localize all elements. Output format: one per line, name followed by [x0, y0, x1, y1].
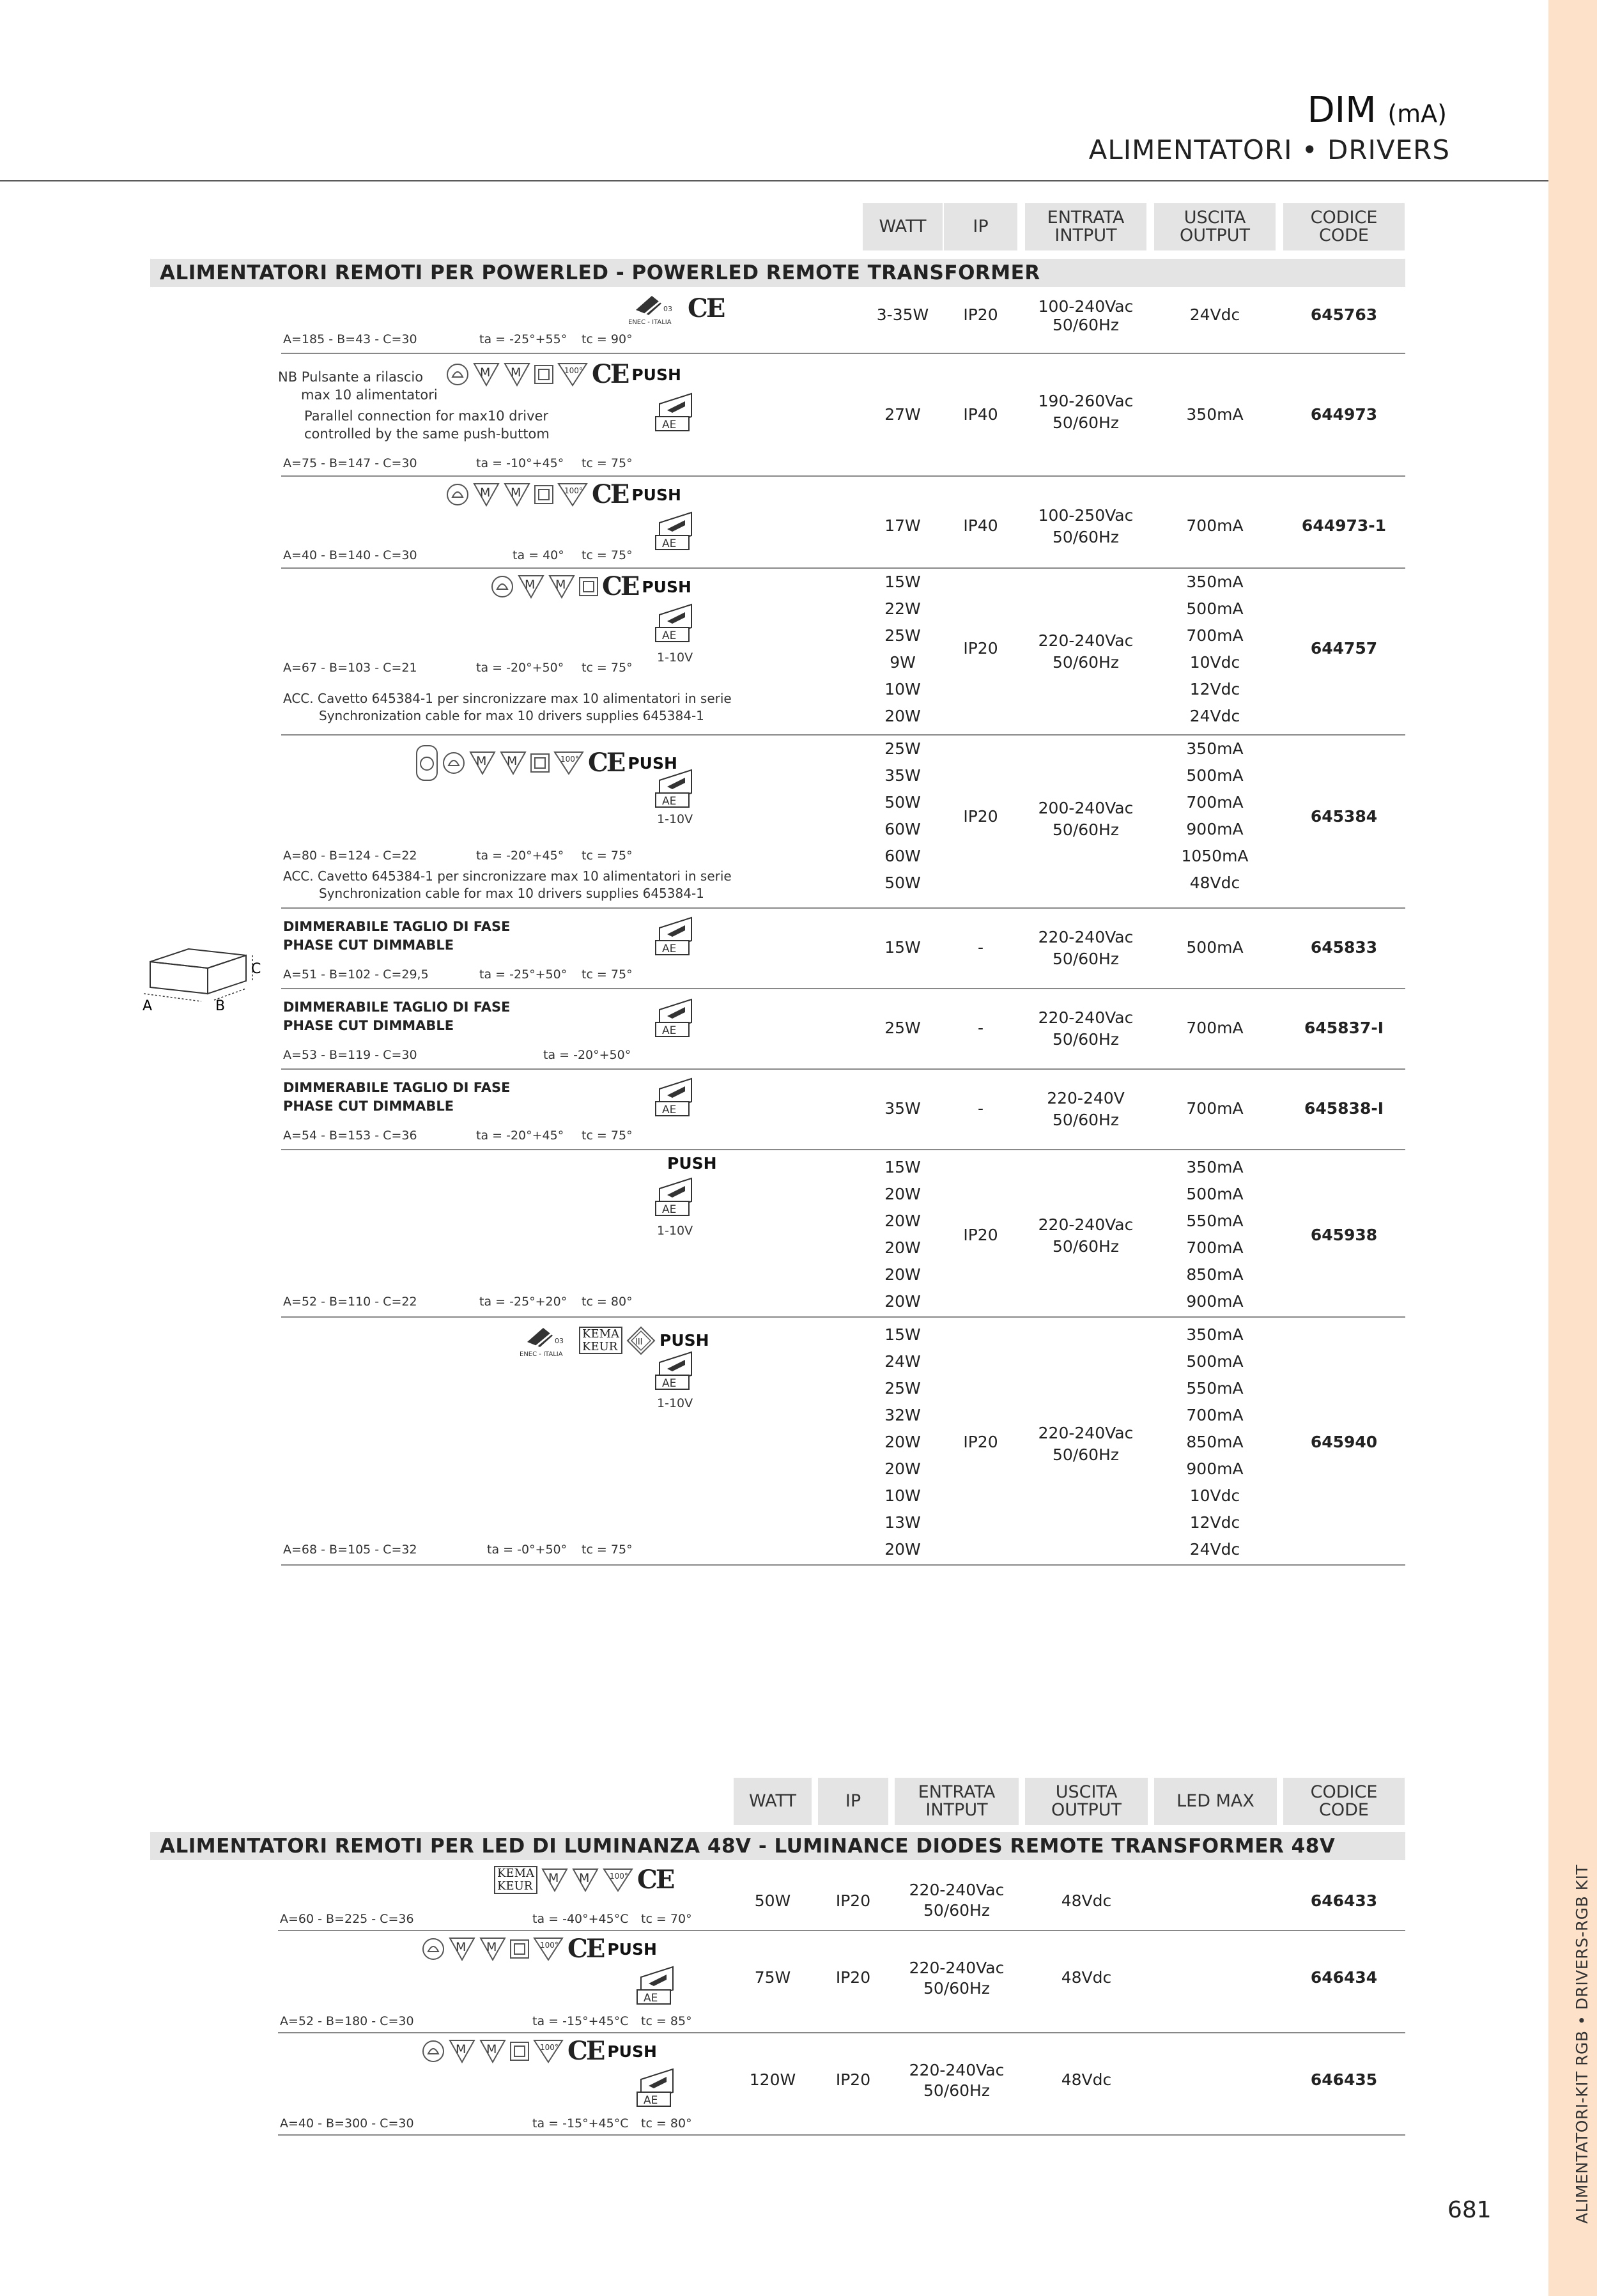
ip: IP20: [963, 1433, 998, 1451]
page-number: 681: [1447, 2197, 1492, 2223]
ce-mark-icon: CE: [567, 1934, 604, 1964]
svg-text:AE: AE: [662, 1377, 677, 1390]
product-code: 644973-1: [1301, 516, 1387, 535]
temperature-tc: tc = 80°: [641, 2116, 692, 2130]
dimensions: A=80 - B=124 - C=22: [283, 849, 417, 863]
watt-list: 25W 35W 50W 60W 60W 50W: [884, 739, 921, 892]
svg-text:M: M: [511, 486, 521, 500]
t2-header-ledmax: LED MAX: [1154, 1778, 1277, 1825]
dimensions: A=67 - B=103 - C=21: [283, 661, 417, 675]
input: 220-240Vac 50/60Hz: [1038, 1008, 1134, 1049]
push-label: PUSH: [660, 1331, 709, 1350]
t1-row-645938: [281, 1150, 1405, 1318]
product-code: 646434: [1310, 1968, 1378, 1987]
output: 48Vdc: [1061, 1968, 1112, 1987]
output-list: 350mA 500mA 550mA 700mA 850mA 900mA 10Vdc 12Vdc 24Vdc: [1186, 1325, 1244, 1559]
temperature-ta: ta = 40°: [513, 548, 564, 562]
box-label-b: B: [215, 998, 226, 1013]
watt-list: 15W 20W 20W 20W 20W 20W: [884, 1158, 921, 1311]
t2-section-title: ALIMENTATORI REMOTI PER LED DI LUMINANZA 48V - LUMINANCE DIODES REMOTE TRANSFORMER 48V: [150, 1832, 1405, 1860]
dimensions: A=53 - B=119 - C=30: [283, 1048, 417, 1062]
svg-text:AE: AE: [662, 795, 677, 808]
dim-1-10v-label: 1-10V: [657, 812, 693, 826]
t1-row-645837-i: [281, 989, 1405, 1070]
ip: IP40: [963, 516, 998, 535]
svg-text:M: M: [480, 486, 491, 500]
temperature-ta: ta = -10°+45°: [476, 456, 564, 470]
double-insulation-icon: [510, 1939, 529, 1959]
box-label-c: C: [251, 961, 261, 977]
dimensions: A=68 - B=105 - C=32: [283, 1543, 417, 1557]
input: 220-240Vac 50/60Hz: [1038, 1215, 1134, 1256]
t2-row-646434: [278, 1931, 1405, 2033]
dimensions: A=40 - B=140 - C=30: [283, 548, 417, 562]
product-code: 645938: [1310, 1226, 1378, 1244]
svg-text:M: M: [548, 1870, 559, 1885]
m-triangle-icon: [479, 1937, 506, 1961]
output-list: 350mA 500mA 700mA 10Vdc 12Vdc 24Vdc: [1186, 573, 1244, 725]
ip: IP20: [963, 807, 998, 826]
page-subtitle: ALIMENTATORI • DRIVERS: [1088, 134, 1450, 166]
lamp-box-icon: [415, 744, 438, 782]
dim-1-10v-label: 1-10V: [657, 651, 693, 665]
svg-text:ENEC - ITALIA: ENEC - ITALIA: [520, 1351, 563, 1358]
cert-icons: [667, 1154, 717, 1173]
ce-mark-icon: CE: [602, 571, 638, 601]
ip: IP20: [835, 1968, 871, 1987]
watt: 120W: [749, 2070, 796, 2089]
product-code: 645837-I: [1304, 1019, 1384, 1037]
dimmable-title: DIMMERABILE TAGLIO DI FASE PHASE CUT DIMMABLE: [283, 999, 511, 1034]
t1-row-645833: [281, 909, 1405, 989]
hundred-degree-icon: [557, 482, 588, 507]
m-triangle-icon: [479, 2039, 506, 2063]
output-list: 350mA 500mA 700mA 900mA 1050mA 48Vdc: [1181, 739, 1249, 892]
enec-icon: [626, 291, 684, 326]
push-label: PUSH: [607, 2042, 657, 2061]
ae-dimmer-icon: [636, 1966, 682, 2005]
dimensions: A=185 - B=43 - C=30: [283, 332, 417, 346]
temperature-tc: tc = 75°: [582, 456, 633, 470]
output: 48Vdc: [1061, 2070, 1112, 2089]
temperature-tc: tc = 80°: [582, 1295, 633, 1309]
svg-text:100°: 100°: [540, 2043, 559, 2052]
t1-header-ip: IP: [944, 203, 1017, 250]
cert-icons: [446, 359, 681, 389]
temperature-tc: tc = 75°: [582, 548, 633, 562]
hundred-degree-icon: [533, 1937, 564, 1961]
kema-keur-icon: KEMA KEUR: [579, 1327, 622, 1355]
ae-dimmer-icon: [654, 916, 700, 956]
double-insulation-icon: [534, 365, 553, 384]
t2-header-watt: WATT: [734, 1778, 812, 1825]
t1-row-644757: [281, 569, 1405, 736]
kema-keur-icon: KEMA KEUR: [494, 1866, 537, 1894]
t2-row-646433: [278, 1862, 1405, 1931]
svg-text:M: M: [555, 578, 566, 592]
lamp-icon: [491, 575, 514, 598]
output: 700mA: [1186, 1019, 1244, 1037]
ce-mark-icon: CE: [567, 2036, 604, 2066]
accessory-note: ACC. Cavetto 645384-1 per sincronizzare max 10 alimentatori in serie Synchronization cable for max 10 drivers supplies 645384-1: [283, 868, 732, 901]
lamp-icon: [442, 751, 465, 774]
svg-text:M: M: [476, 754, 487, 768]
input: 220-240Vac 50/60Hz: [909, 1959, 1005, 1998]
watt-list: 15W 24W 25W 32W 20W 20W 10W 13W 20W: [884, 1325, 921, 1559]
output: 500mA: [1186, 938, 1244, 957]
watt: 35W: [884, 1099, 921, 1118]
m-triangle-icon: [473, 482, 500, 507]
svg-text:100°: 100°: [564, 486, 583, 495]
cert-icons: [491, 571, 691, 601]
temperature-tc: tc = 75°: [582, 1543, 633, 1557]
m-triangle-icon: [541, 1868, 568, 1892]
temperature-ta: ta = -40°+45°C: [532, 1912, 629, 1926]
t1-header-watt: WATT: [863, 203, 943, 250]
ae-dimmer-icon: [636, 2068, 682, 2107]
t1-header-code: CODICE CODE: [1283, 203, 1405, 250]
dimensions: A=52 - B=180 - C=30: [280, 2014, 414, 2028]
m-triangle-icon: [518, 574, 544, 599]
t2-header-ip: IP: [818, 1778, 888, 1825]
ce-mark-icon: CE: [688, 293, 724, 323]
lamp-icon: [446, 483, 469, 506]
dim-1-10v-label: 1-10V: [657, 1396, 693, 1410]
t1-row-644973: [278, 354, 1405, 477]
svg-text:III: III: [635, 1337, 643, 1347]
svg-text:M: M: [579, 1870, 590, 1885]
cert-icons: [422, 1936, 657, 1962]
product-code: 645763: [1310, 305, 1378, 324]
svg-text:AE: AE: [662, 1104, 677, 1116]
ip: -: [977, 1019, 984, 1037]
double-insulation-icon: [534, 485, 553, 504]
dimensions: A=40 - B=300 - C=30: [280, 2116, 414, 2130]
t2-header-input: ENTRATA INTPUT: [895, 1778, 1019, 1825]
svg-text:03: 03: [555, 1337, 564, 1345]
dimensions: A=54 - B=153 - C=36: [283, 1129, 417, 1143]
m-triangle-icon: [449, 2039, 475, 2063]
svg-text:AE: AE: [662, 537, 677, 550]
m-triangle-icon: [548, 574, 575, 599]
input: 190-260Vac 50/60Hz: [1038, 392, 1134, 432]
input: 200-240Vac 50/60Hz: [1038, 799, 1134, 839]
input: 220-240Vac 50/60Hz: [909, 2061, 1005, 2100]
product-code: 646435: [1310, 2070, 1378, 2089]
input: 220-240V 50/60Hz: [1047, 1089, 1125, 1129]
lamp-icon: [422, 2040, 445, 2063]
t2-header-output: USCITA OUTPUT: [1025, 1778, 1148, 1825]
lamp-icon: [422, 1938, 445, 1961]
cert-icons: [422, 2038, 657, 2064]
svg-text:100°: 100°: [564, 366, 583, 375]
input: 220-240Vac 50/60Hz: [1038, 928, 1134, 968]
dimensions: A=51 - B=102 - C=29,5: [283, 967, 429, 982]
svg-text:AE: AE: [644, 2094, 658, 2107]
hundred-degree-icon: [553, 751, 584, 775]
m-triangle-icon: [469, 751, 496, 775]
t2-header-code: CODICE CODE: [1283, 1778, 1405, 1825]
ae-dimmer-icon: [654, 603, 700, 643]
product-code: 644973: [1310, 405, 1378, 424]
m-triangle-icon: [473, 362, 500, 387]
svg-text:M: M: [486, 2042, 497, 2056]
enec-icon: [518, 1323, 575, 1358]
t2-row-646435: [278, 2033, 1405, 2136]
box-label-a: A: [143, 998, 153, 1013]
ce-mark-icon: CE: [637, 1864, 674, 1895]
watt: 3-35W: [876, 305, 929, 324]
svg-text:M: M: [456, 1940, 467, 1954]
watt: 25W: [884, 1019, 921, 1037]
svg-text:M: M: [511, 366, 521, 380]
ip: -: [977, 938, 984, 957]
nb-note: NB Pulsante a rilascio max 10 alimentatori: [278, 369, 438, 403]
svg-text:M: M: [456, 2042, 467, 2056]
cert-icons: [494, 1866, 673, 1894]
cert-icons: [446, 479, 681, 509]
watt: 50W: [754, 1892, 791, 1910]
ae-dimmer-icon: [654, 769, 700, 808]
svg-text:M: M: [480, 366, 491, 380]
temperature-tc: tc = 75°: [582, 849, 633, 863]
input: 100-250Vac 50/60Hz: [1038, 506, 1134, 546]
dimensions: A=60 - B=225 - C=36: [280, 1912, 414, 1926]
svg-text:AE: AE: [662, 1024, 677, 1037]
push-label: PUSH: [631, 485, 681, 504]
product-code: 645833: [1310, 938, 1378, 957]
product-code: 645940: [1310, 1433, 1378, 1451]
ip: -: [977, 1099, 984, 1118]
temperature-ta: ta = -25°+20°: [479, 1295, 567, 1309]
product-code: 646433: [1310, 1892, 1378, 1910]
t1-row-645384: [281, 736, 1405, 909]
page-title-unit: (mA): [1387, 100, 1447, 128]
svg-text:AE: AE: [644, 1992, 658, 2005]
temperature-ta: ta = -0°+50°: [487, 1543, 567, 1557]
box-dimension-diagram: [131, 943, 265, 1013]
svg-text:AE: AE: [662, 943, 677, 955]
cert-icons: [415, 744, 677, 782]
watt-list: 15W 22W 25W 9W 10W 20W: [884, 573, 921, 725]
output: 24Vdc: [1189, 305, 1240, 324]
t1-row-644973-1: [281, 477, 1405, 569]
svg-text:AE: AE: [662, 419, 677, 431]
m-triangle-icon: [500, 751, 527, 775]
t1-row-645763: [281, 288, 1405, 354]
output-list: 350mA 500mA 550mA 700mA 850mA 900mA: [1186, 1158, 1244, 1311]
temperature-tc: tc = 75°: [582, 967, 633, 982]
dim-1-10v-label: 1-10V: [657, 1224, 693, 1238]
t1-header-output: USCITA OUTPUT: [1154, 203, 1276, 250]
push-label: PUSH: [628, 753, 677, 773]
ae-dimmer-icon: [654, 1177, 700, 1217]
page-title: DIM (mA): [1307, 89, 1447, 131]
ip: IP20: [835, 1892, 871, 1910]
svg-text:100°: 100°: [560, 755, 579, 764]
ae-dimmer-icon: [654, 392, 700, 432]
double-insulation-icon: [510, 2042, 529, 2061]
ip: IP20: [963, 639, 998, 658]
svg-text:AE: AE: [662, 1203, 677, 1216]
svg-text:AE: AE: [662, 629, 677, 642]
temperature-ta: ta = -20°+50°: [476, 661, 564, 675]
temperature-ta: ta = -15°+45°C: [532, 2014, 629, 2028]
temperature-tc: tc = 75°: [582, 661, 633, 675]
input: 100-240Vac 50/60Hz: [1038, 297, 1134, 334]
temperature-ta: ta = -20°+50°: [543, 1048, 631, 1062]
svg-text:M: M: [486, 1940, 497, 1954]
input: 220-240Vac 50/60Hz: [1038, 631, 1134, 672]
dimmable-title: DIMMERABILE TAGLIO DI FASE PHASE CUT DIMMABLE: [283, 919, 511, 953]
hundred-degree-icon: [603, 1868, 633, 1892]
push-label: PUSH: [631, 365, 681, 384]
temperature-ta: ta = -20°+45°: [476, 849, 564, 863]
double-insulation-icon: [530, 753, 550, 773]
ip: IP20: [963, 305, 998, 324]
t1-row-645940: [281, 1318, 1405, 1566]
product-code: 645838-I: [1304, 1099, 1384, 1118]
watt: 27W: [884, 405, 921, 424]
output: 48Vdc: [1061, 1892, 1112, 1910]
ce-mark-icon: CE: [588, 748, 624, 778]
ce-mark-icon: CE: [592, 359, 628, 389]
temperature-tc: tc = 75°: [582, 1129, 633, 1143]
temperature-ta: ta = -20°+45°: [476, 1129, 564, 1143]
product-code: 644757: [1310, 639, 1378, 658]
temperature-ta: ta = -25°+50°: [479, 967, 567, 982]
svg-text:M: M: [507, 754, 518, 768]
temperature-ta: ta = -25°+55°: [479, 332, 567, 346]
t1-section-title: ALIMENTATORI REMOTI PER POWERLED - POWERLED REMOTE TRANSFORMER: [150, 259, 1405, 287]
ce-mark-icon: CE: [592, 479, 628, 509]
dimmable-title: DIMMERABILE TAGLIO DI FASE PHASE CUT DIMMABLE: [283, 1080, 511, 1114]
accessory-note: ACC. Cavetto 645384-1 per sincronizzare max 10 alimentatori in serie Synchronization cable for max 10 drivers supplies 645384-1: [283, 691, 732, 723]
product-code: 645384: [1310, 807, 1378, 826]
svg-text:ENEC - ITALIA: ENEC - ITALIA: [628, 319, 672, 326]
dimensions: A=75 - B=147 - C=30: [283, 456, 417, 470]
m-triangle-icon: [504, 482, 530, 507]
ip: IP40: [963, 405, 998, 424]
temperature-tc: tc = 70°: [641, 1912, 692, 1926]
output: 350mA: [1186, 405, 1244, 424]
watt: 75W: [754, 1968, 791, 1987]
push-label: PUSH: [642, 577, 691, 596]
ip: IP20: [963, 1226, 998, 1244]
output: 700mA: [1186, 516, 1244, 535]
ae-dimmer-icon: [654, 1077, 700, 1117]
ip: IP20: [835, 2070, 871, 2089]
svg-text:100°: 100°: [540, 1941, 559, 1950]
watt: 15W: [884, 938, 921, 957]
svg-text:100°: 100°: [610, 1871, 628, 1881]
input: 220-240Vac 50/60Hz: [909, 1881, 1005, 1920]
dimensions: A=52 - B=110 - C=22: [283, 1295, 417, 1309]
svg-text:M: M: [525, 578, 536, 592]
class-three-icon: [626, 1326, 656, 1355]
double-insulation-icon: [579, 577, 598, 596]
svg-text:03: 03: [663, 305, 672, 313]
m-triangle-icon: [572, 1868, 599, 1892]
ae-dimmer-icon: [654, 1351, 700, 1391]
hundred-degree-icon: [557, 362, 588, 387]
input: 220-240Vac 50/60Hz: [1038, 1424, 1134, 1464]
push-label: PUSH: [667, 1154, 717, 1173]
watt: 17W: [884, 516, 921, 535]
m-triangle-icon: [449, 1937, 475, 1961]
t1-row-645838-i: [281, 1070, 1405, 1150]
parallel-note: Parallel connection for max10 driver controlled by the same push-buttom: [304, 408, 550, 442]
temperature-tc: tc = 85°: [641, 2014, 692, 2028]
temperature-tc: tc = 90°: [582, 332, 633, 346]
header-rule: [0, 180, 1548, 181]
push-label: PUSH: [607, 1939, 657, 1959]
cert-icons: [626, 291, 723, 326]
ae-dimmer-icon: [654, 511, 700, 551]
output: 700mA: [1186, 1099, 1244, 1118]
side-band-label: ALIMENTATORI-KIT RGB • DRIVERS-RGB KIT: [1573, 1864, 1591, 2224]
hundred-degree-icon: [533, 2039, 564, 2063]
temperature-ta: ta = -15°+45°C: [532, 2116, 629, 2130]
ae-dimmer-icon: [654, 998, 700, 1038]
t1-header-input: ENTRATA INTPUT: [1025, 203, 1146, 250]
m-triangle-icon: [504, 362, 530, 387]
lamp-icon: [446, 363, 469, 386]
